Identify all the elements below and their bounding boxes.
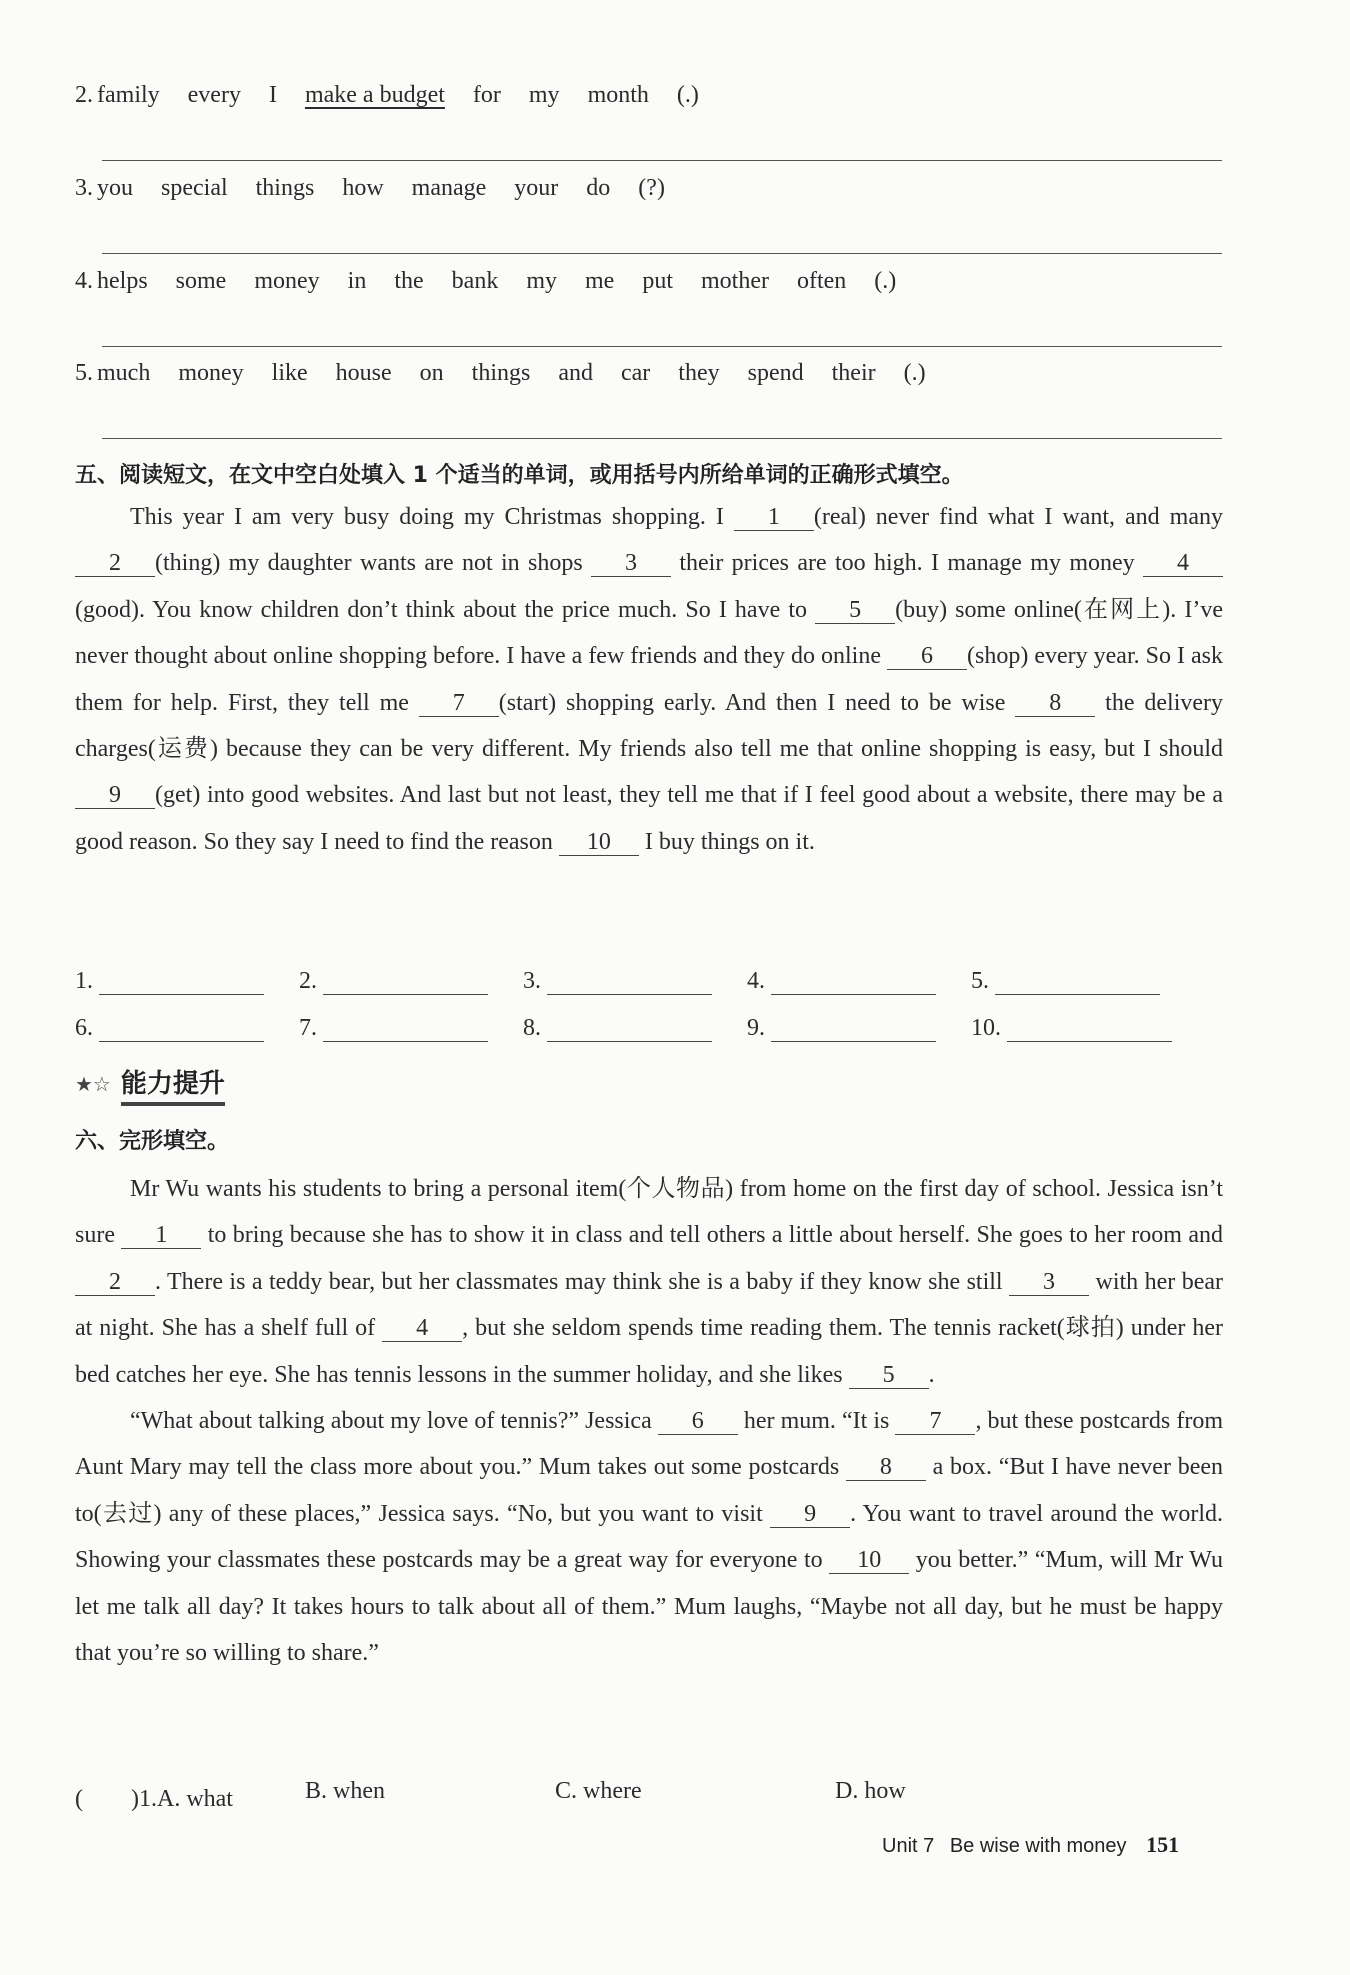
blank-9[interactable]: 9 [75, 782, 155, 809]
word-token: (.) [874, 268, 897, 294]
answer-label: 3. [523, 968, 541, 994]
word-token: mother [701, 268, 769, 294]
footer-title: Be wise with money [949, 1835, 1127, 1857]
blank-2[interactable]: 2 [75, 1269, 155, 1296]
word-token: the [394, 268, 424, 294]
word-token: spend [747, 360, 804, 386]
word-token: my [528, 82, 560, 108]
answer-cell [971, 1015, 1195, 1042]
answer-line-2 [102, 160, 1222, 161]
word-token: their [831, 360, 876, 386]
answer-row-2 [75, 1015, 1195, 1042]
blank-5[interactable]: 5 [815, 597, 895, 624]
word-token: every [187, 82, 241, 108]
word-token: my [526, 268, 557, 294]
word-token: (.) [676, 82, 699, 108]
blank-8[interactable]: 8 [846, 1454, 926, 1481]
footer-unit: Unit 7 [882, 1835, 935, 1857]
option-a: A. what [156, 1786, 233, 1812]
word-token: manage [411, 175, 487, 201]
word-token: like [271, 360, 308, 386]
answer-blank[interactable] [547, 972, 712, 995]
word-token: me [585, 268, 615, 294]
answer-blank[interactable] [771, 1019, 936, 1042]
answer-label: 1. [75, 968, 93, 994]
blank-1[interactable]: 1 [734, 504, 814, 531]
word-token: (.) [903, 360, 926, 386]
word-token: month [587, 82, 649, 108]
section-6-paragraph-2: “What about talking about my love of tennis?” Jessica 6 her mum. “It is 7 , but these postcards from Aunt Mary may tell the class more about you.” Mum takes out some postcards 8 a box. “But I have never been to(去过) any of these places,” Jessica says. “No, but you want to visit 9 . You want to travel around the world. Showing your classmates these postcards may be a great way for everyone to 10 you better.” “Mum, will Mr Wu let me talk all day? It takes hours to talk about all of them.” Mum laughs, “Maybe not all day, but he must be happy that you’re so willing to share.” [75, 1408, 1224, 1667]
star-icon: ★☆ [75, 1073, 111, 1096]
blank-3[interactable]: 3 [591, 550, 671, 577]
answer-label: 6. [75, 1015, 93, 1041]
answer-label: 10. [971, 1015, 1001, 1041]
word-token: house [335, 360, 392, 386]
sentence-3 [75, 175, 1235, 202]
sentence-4 [75, 268, 1235, 295]
answer-blank[interactable] [995, 972, 1160, 995]
word-token: some [175, 268, 227, 294]
word-token: family [97, 82, 160, 108]
answer-blank[interactable] [99, 972, 264, 995]
word-token: your [514, 175, 559, 201]
answer-line-4 [102, 346, 1222, 347]
blank-2[interactable]: 2 [75, 550, 155, 577]
blank-1[interactable]: 1 [121, 1222, 201, 1249]
answer-cell [299, 968, 523, 995]
blank-7[interactable]: 7 [895, 1408, 975, 1435]
question-1-prefix-and-a [75, 1778, 305, 1813]
answer-label: 8. [523, 1015, 541, 1041]
question-1-prefix: ( )1. [75, 1786, 157, 1812]
answer-label: 2. [299, 968, 317, 994]
answer-label: 4. [747, 968, 765, 994]
word-token: often [796, 268, 847, 294]
section-6-passage [75, 1166, 1223, 1676]
word-token: much [97, 360, 151, 386]
blank-10[interactable]: 10 [559, 829, 639, 856]
word-token: make a budget [304, 82, 445, 108]
word-token: how [342, 175, 384, 201]
option-c: C. where [555, 1778, 642, 1804]
word-token: money [254, 268, 320, 294]
word-token: I [268, 82, 277, 108]
section-6-heading: 六、完形填空。 [75, 1129, 230, 1154]
answer-row-1 [75, 968, 1195, 995]
answer-cell [971, 968, 1195, 995]
item-number: 5. [75, 360, 93, 386]
word-token: put [642, 268, 673, 294]
word-token: things [255, 175, 315, 201]
blank-7[interactable]: 7 [419, 690, 499, 717]
item-number: 4. [75, 268, 93, 294]
section-6-paragraph-1: Mr Wu wants his students to bring a personal item(个人物品) from home on the first day of school. Jessica isn’t sure 1 to bring because she has to show it in class and tell others a little about herself. She goes to her room and 2 . There is a teddy bear, but her classmates may think she is a baby if they know she still 3 with her bear at night. She has a shelf full of 4 , but she seldom spends time reading them. The tennis racket(球拍) under her bed catches her eye. She has tennis lessons in the summer holiday, and she likes 5 . [75, 1176, 1224, 1388]
item-number: 3. [75, 175, 93, 201]
blank-5[interactable]: 5 [849, 1362, 929, 1389]
answer-cell [523, 968, 747, 995]
page-footer [882, 1832, 1179, 1858]
blank-4[interactable]: 4 [382, 1315, 462, 1342]
answer-cell [75, 968, 299, 995]
page-number: 151 [1146, 1832, 1180, 1857]
answer-cell [747, 1015, 971, 1042]
answer-cell [299, 1015, 523, 1042]
word-token: and [558, 360, 593, 386]
answer-blank[interactable] [547, 1019, 712, 1042]
word-token: you [97, 175, 133, 201]
word-token: (?) [638, 175, 665, 201]
blank-9[interactable]: 9 [770, 1501, 850, 1528]
option-b: B. when [305, 1778, 385, 1804]
ability-section-title [75, 1058, 225, 1110]
option-d: D. how [835, 1778, 906, 1804]
section-5-heading: 五、阅读短文，在文中空白处填入 1 个适当的单词，或用括号内所给单词的正确形式填空。 [75, 463, 964, 488]
word-token: special [161, 175, 228, 201]
answer-blank[interactable] [1007, 1019, 1172, 1042]
item-number: 2. [75, 82, 93, 108]
blank-6[interactable]: 6 [887, 643, 967, 670]
sentence-2 [75, 82, 1235, 109]
answer-line-5 [102, 438, 1222, 439]
answer-blank[interactable] [323, 1019, 488, 1042]
word-token: they [678, 360, 720, 386]
answer-blank[interactable] [323, 972, 488, 995]
word-token: for [472, 82, 501, 108]
answer-label: 9. [747, 1015, 765, 1041]
word-token: things [471, 360, 531, 386]
section-5-passage [75, 494, 1223, 865]
answer-cell [747, 968, 971, 995]
answer-line-3 [102, 253, 1222, 254]
blank-10[interactable]: 10 [829, 1547, 909, 1574]
answer-label: 5. [971, 968, 989, 994]
answer-label: 7. [299, 1015, 317, 1041]
question-1-options [75, 1778, 1175, 1813]
word-token: money [178, 360, 244, 386]
word-token: car [621, 360, 651, 386]
word-token: bank [451, 268, 499, 294]
blank-8[interactable]: 8 [1015, 690, 1095, 717]
sentence-5 [75, 360, 1235, 387]
section-5-paragraph: This year I am very busy doing my Christmas shopping. I 1 (real) never find what I want, and many 2 (thing) my daughter wants are not in shops 3 their prices are too high. I manage my money 4(good). You know children don’t think about the price much. So I have to 5 (buy) some online(在网上). I’ve never thought about online shopping before. I have a few friends and they do online 6 (shop) every year. So I ask them for help. First, they tell me 7 (start) shopping early. And then I need to be wise 8 the delivery charges(运费) because they can be very different. My friends also tell me that online shopping is easy, but I should 9 (get) into good websites. And last but not least, they tell me that if I feel good about a website, there may be a good reason. So they say I need to find the reason 10 I buy things on it. [75, 504, 1224, 855]
word-token: in [347, 268, 367, 294]
blank-6[interactable]: 6 [658, 1408, 738, 1435]
word-token: on [419, 360, 444, 386]
answer-cell [523, 1015, 747, 1042]
word-token: helps [97, 268, 148, 294]
word-token: do [586, 175, 611, 201]
answer-cell [75, 1015, 299, 1042]
answer-blank[interactable] [99, 1019, 264, 1042]
blank-3[interactable]: 3 [1009, 1269, 1089, 1296]
blank-4[interactable]: 4 [1143, 550, 1223, 577]
answer-blank[interactable] [771, 972, 936, 995]
ability-title-text: 能力提升 [121, 1063, 225, 1106]
